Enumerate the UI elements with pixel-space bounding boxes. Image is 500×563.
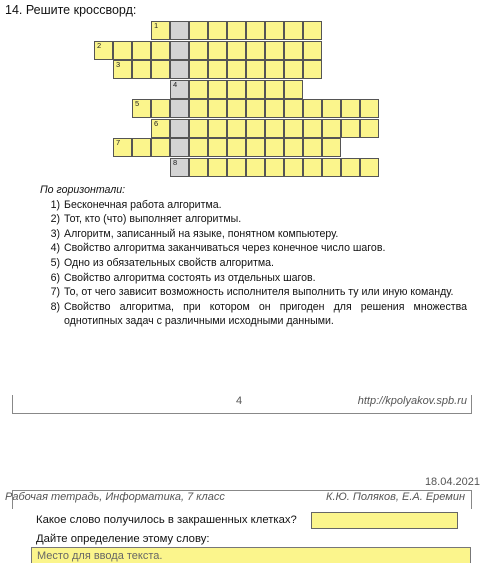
clue-text: То, от чего зависит возможность исполнителя выполнить ту или иную команду. [64,286,454,299]
crossword-cell[interactable] [208,60,227,79]
crossword-cell[interactable] [227,119,246,138]
clue-number: 7) [50,286,60,299]
crossword-cell[interactable] [284,21,303,40]
crossword-cell[interactable] [170,138,189,157]
crossword-cell[interactable] [265,119,284,138]
footer-line [12,413,472,414]
crossword-cell[interactable] [227,41,246,60]
row-number: 8 [173,157,178,167]
crossword-cell[interactable] [284,41,303,60]
crossword-cell[interactable] [189,119,208,138]
page-number: 4 [236,395,243,407]
clue-number: 8) [50,300,60,313]
book-authors: К.Ю. Поляков, Е.А. Еремин [326,491,465,503]
crossword-cell[interactable] [189,41,208,60]
crossword-cell[interactable] [322,99,341,118]
clue-number: 6) [50,271,60,284]
crossword-cell[interactable] [246,41,265,60]
crossword-cell[interactable] [208,99,227,118]
crossword-cell[interactable] [246,21,265,40]
crossword-cell[interactable] [246,80,265,99]
row-number: 3 [116,60,121,69]
crossword-cell[interactable] [360,119,379,138]
crossword-cell[interactable] [170,119,189,138]
clue-item [42,285,467,300]
crossword-cell[interactable] [189,60,208,79]
crossword-cell[interactable] [303,99,322,118]
answer-word-input[interactable] [311,512,458,529]
crossword-cell[interactable] [208,41,227,60]
crossword-cell[interactable] [360,99,379,118]
crossword-cell[interactable] [284,138,303,157]
row-number: 7 [116,138,121,147]
row-number: 1 [154,21,159,30]
crossword-cell[interactable] [151,119,170,138]
crossword-cell[interactable] [322,138,341,157]
clue-number: 4) [50,242,60,255]
crossword-cell[interactable] [246,119,265,138]
crossword-grid [0,0,500,185]
crossword-cell[interactable] [208,138,227,157]
crossword-cell[interactable] [113,60,132,79]
crossword-cell[interactable] [322,158,341,177]
clue-number: 2) [50,213,60,226]
crossword-cell[interactable] [132,60,151,79]
crossword-cell[interactable] [227,99,246,118]
row-number: 5 [135,99,140,108]
footer-left-tick [12,395,13,414]
crossword-cell[interactable] [227,158,246,177]
clue-item [42,271,467,286]
crossword-cell[interactable] [284,158,303,177]
crossword-cell[interactable] [246,99,265,118]
page-date: 18.04.2021 [424,476,480,488]
clue-item [42,227,467,242]
site-url[interactable]: http://kpolyakov.spb.ru [357,395,467,407]
clue-item [42,300,467,329]
book-title: Рабочая тетрадь, Информатика, 7 класс [5,491,225,503]
crossword-cell[interactable] [132,138,151,157]
clue-item [42,212,467,227]
crossword-cell[interactable] [246,158,265,177]
crossword-cell[interactable] [151,60,170,79]
clue-text: Бесконечная работа алгоритма. [64,198,222,211]
clue-text: Свойство алгоритма заканчиваться через конечное число шагов. [64,242,386,255]
crossword-cell[interactable] [132,99,151,118]
header-right-tick [471,490,472,509]
clue-text: Одно из обязательных свойств алгоритма. [64,256,274,269]
crossword-cell[interactable] [189,158,208,177]
question-word: Какое слово получилось в закрашенных клетках? [36,514,297,526]
crossword-cell[interactable] [341,158,360,177]
crossword-cell[interactable] [208,119,227,138]
crossword-cell[interactable] [265,41,284,60]
crossword-cell[interactable] [360,158,379,177]
crossword-cell[interactable] [189,21,208,40]
crossword-cell[interactable] [265,60,284,79]
clue-text: Алгоритм, записанный на языке, понятном компьютеру. [64,227,339,240]
crossword-cell[interactable] [322,119,341,138]
crossword-cell[interactable] [132,41,151,60]
clue-text: Свойство алгоритма состоять из отдельных шагов. [64,271,316,284]
crossword-cell[interactable] [113,138,132,157]
clue-item [42,256,467,271]
crossword-cell[interactable] [303,138,322,157]
crossword-cell[interactable] [284,119,303,138]
crossword-cell[interactable] [227,138,246,157]
crossword-cell[interactable] [151,99,170,118]
crossword-cell[interactable] [303,60,322,79]
crossword-cell[interactable] [151,138,170,157]
clue-item [42,198,467,213]
crossword-cell[interactable] [151,21,170,40]
crossword-cell[interactable] [208,21,227,40]
definition-text-input[interactable]: Место для ввода текста. [31,547,471,563]
crossword-cell[interactable] [303,21,322,40]
crossword-cell[interactable] [170,21,189,40]
crossword-cell[interactable] [265,158,284,177]
clues-heading: По горизонтали: [40,184,126,196]
crossword-cell[interactable] [227,21,246,40]
task-title: 14. Решите кроссворд: [5,3,137,17]
crossword-cell[interactable] [227,80,246,99]
footer-right-tick [471,395,472,414]
crossword-cell[interactable] [227,60,246,79]
clue-number: 3) [50,227,60,240]
crossword-cell[interactable] [246,60,265,79]
row-number: 2 [97,40,102,50]
crossword-cell[interactable] [284,80,303,99]
clue-number: 1) [50,198,60,211]
crossword-cell[interactable] [303,158,322,177]
crossword-cell[interactable] [265,21,284,40]
row-number: 6 [154,118,159,128]
crossword-cell[interactable] [170,41,189,60]
crossword-cell[interactable] [94,41,113,60]
clue-number: 5) [50,256,60,269]
crossword-cell[interactable] [170,158,189,177]
question-definition: Дайте определение этому слову: [36,533,210,545]
crossword-cell[interactable] [341,119,360,138]
clue-list [42,198,467,329]
crossword-cell[interactable] [265,138,284,157]
crossword-cell[interactable] [303,41,322,60]
row-number: 4 [173,79,178,89]
clue-text: Свойство алгоритма, при котором он пригоден для решения множества однотипных задач с различными исходными данными. [64,300,467,328]
crossword-cell[interactable] [189,138,208,157]
crossword-cell[interactable] [189,99,208,118]
crossword-cell[interactable] [341,99,360,118]
crossword-cell[interactable] [246,138,265,157]
crossword-cell[interactable] [303,119,322,138]
crossword-cell[interactable] [284,99,303,118]
clue-text: Тот, кто (что) выполняет алгоритмы. [64,213,242,226]
crossword-cell[interactable] [170,80,189,99]
crossword-cell[interactable] [170,60,189,79]
crossword-cell[interactable] [265,80,284,99]
crossword-cell[interactable] [151,41,170,60]
crossword-cell[interactable] [113,41,132,60]
clue-item [42,241,467,256]
crossword-cell[interactable] [284,60,303,79]
crossword-cell[interactable] [208,158,227,177]
crossword-cell[interactable] [170,99,189,118]
clues-section [42,183,467,329]
crossword-cell[interactable] [189,80,208,99]
crossword-cell[interactable] [208,80,227,99]
crossword-cell[interactable] [265,99,284,118]
